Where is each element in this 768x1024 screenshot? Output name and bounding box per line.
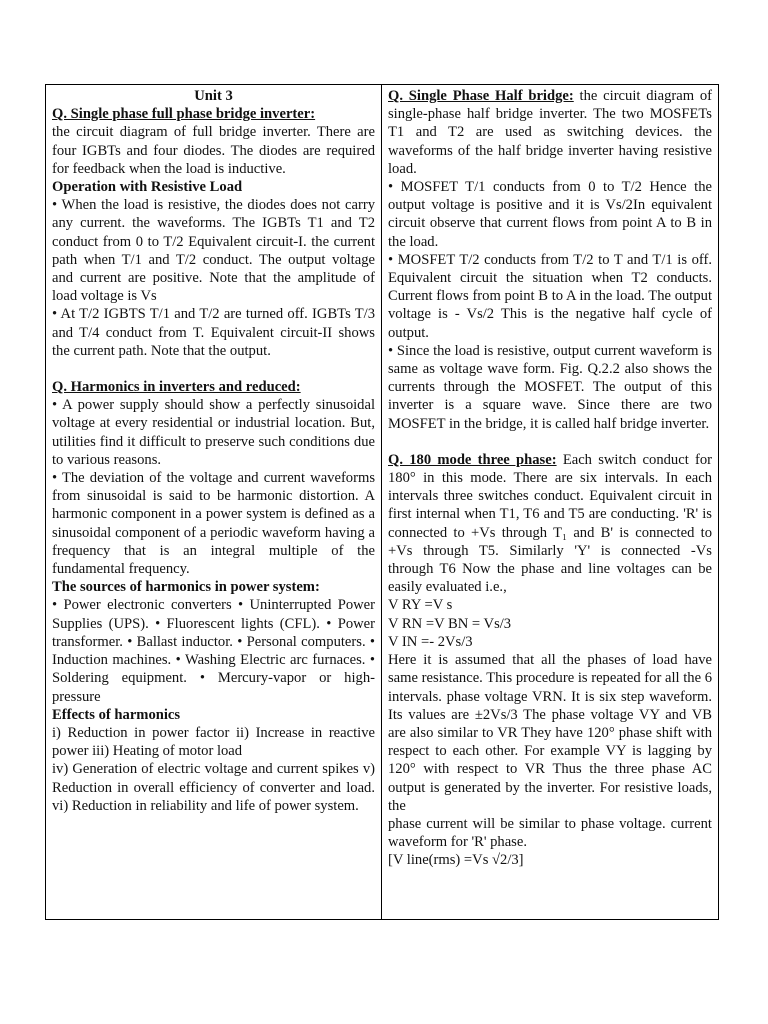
resistive-load-heading: Operation with Resistive Load [52, 179, 243, 196]
left-column [46, 85, 382, 919]
equation-vrn: V RN =V BN = Vs/3 [388, 615, 512, 632]
full-bridge-intro: the circuit diagram of full bridge inverter. There are four IGBTs and four diodes. The diodes are required for feedback when the load is inductive. [52, 124, 375, 177]
half-bridge-paragraph [388, 87, 712, 178]
harmonic-sources-heading: The sources of harmonics in power system: [52, 579, 320, 596]
half-bridge-text-2: • MOSFET T/1 conducts from 0 to T/2 Hence the output voltage is positive and it is Vs/2In equivalent circuit observe that current flows from point A to B in the load. [388, 179, 712, 250]
harmonic-effects-text-2: iv) Generation of electric voltage and current spikes v) Reduction in overall efficiency of converter and load. vi) Reduction in reliability and life of power system. [52, 761, 375, 814]
harmonics-text-1: • A power supply should show a perfectly sinusoidal voltage at every residential or industrial location. But, utilities find it difficult to preserve such conditions due to various reasons. [52, 397, 375, 468]
unit-title: Unit 3 [194, 88, 233, 104]
full-bridge-heading: Q. Single phase full phase bridge inverter: [52, 106, 316, 123]
half-bridge-text-4: • Since the load is resistive, output current waveform is same as voltage wave form. Fig. Q.2.2 also shows the currents through the MOSFET. The output of this inverter is a square wave. Since there are two MOSFET in the bridge, it is called half bridge inverter. [388, 342, 712, 432]
equation-vry: V RY =V s [388, 597, 453, 614]
resistive-load-text: • When the load is resistive, the diodes does not carry any current. the waveforms. The IGBTs T1 and T2 conduct from 0 to T/2 Equivalent circuit-I. the current path when T/1 and T/2 conduct. The output voltage and current are positive. Note that the amplitude of load voltage is Vs [52, 197, 375, 305]
harmonic-effects-heading: Effects of harmonics [52, 706, 181, 723]
harmonics-text-2: • The deviation of the voltage and current waveforms from sinusoidal is said to be harmonic distortion. A harmonic component in a power system is defined as a sinusoidal component of a periodic waveform having a frequency that is an integral multiple of the fundamental frequency. [52, 470, 375, 578]
equation-vin: V IN =- 2Vs/3 [388, 633, 473, 650]
three-phase-text-2: Here it is assumed that all the phases of load have same resistance. This procedure is repeated for all the 6 intervals. phase voltage VRN. It is six step waveform. Its values are ±2Vs/3 The phase voltage VY and VB are also similar to VR They have 120° phase shift with respect to each other. For example VY is lagging by 120° with respect to VR Thus the three phase AC output is generated by the inverter. For resistive loads, the [388, 652, 712, 814]
right-column [382, 85, 718, 919]
turn-off-text: • At T/2 IGBTS T/1 and T/2 are turned off. IGBTs T/3 and T/4 conduct from T. Equivalent circuit-II shows the current path. Note that the output. [52, 306, 375, 359]
half-bridge-text-3: • MOSFET T/2 conducts from T/2 to T and T/1 is off. Equivalent circuit the situation when T2 conducts. Current flows from point B to A in the load. The output voltage is - Vs/2 This is the negative half cycle of output. [388, 251, 712, 341]
three-phase-intro: Each switch conduct for 180° in this mode. There are six intervals. In each intervals three switches conduct. Equivalent circuit in first internal when T1, T6 and T5 are conducting. 'R' is connected to +Vs through T₁ and B' is connected to +Vs through T5. Similarly 'Y' is connected -Vs through T6 Now the phase and line voltages can be easily evaluated i.e., [388, 451, 712, 596]
line-voltage-formula: [V line(rms) =Vs √2/3] [388, 852, 524, 869]
half-bridge-heading: Q. Single Phase Half bridge: [388, 88, 574, 104]
harmonic-sources-text: • Power electronic converters • Uninterrupted Power Supplies (UPS). • Fluorescent lights (CFL). • Power transformer. • Ballast inductor. • Personal computers. • Induction machines. • Washing Electric arc furnaces. • Soldering equipment. • Mercury-vapor or high-pressure [52, 597, 375, 705]
three-phase-heading: Q. 180 mode three phase: [388, 451, 557, 468]
notes-table [45, 84, 719, 920]
three-phase-text-3: phase current will be similar to phase voltage. current waveform for 'R' phase. [388, 815, 712, 851]
half-bridge-intro: the circuit diagram of single-phase half bridge inverter. The two MOSFETs T1 and T2 are used as switching devices. the waveforms of the half bridge inverter having resistive load. [388, 88, 713, 177]
three-phase-paragraph [388, 451, 712, 597]
harmonic-effects-text-1: i) Reduction in power factor ii) Increase in reactive power iii) Heating of motor load [52, 724, 375, 760]
harmonics-heading: Q. Harmonics in inverters and reduced: [52, 379, 301, 396]
